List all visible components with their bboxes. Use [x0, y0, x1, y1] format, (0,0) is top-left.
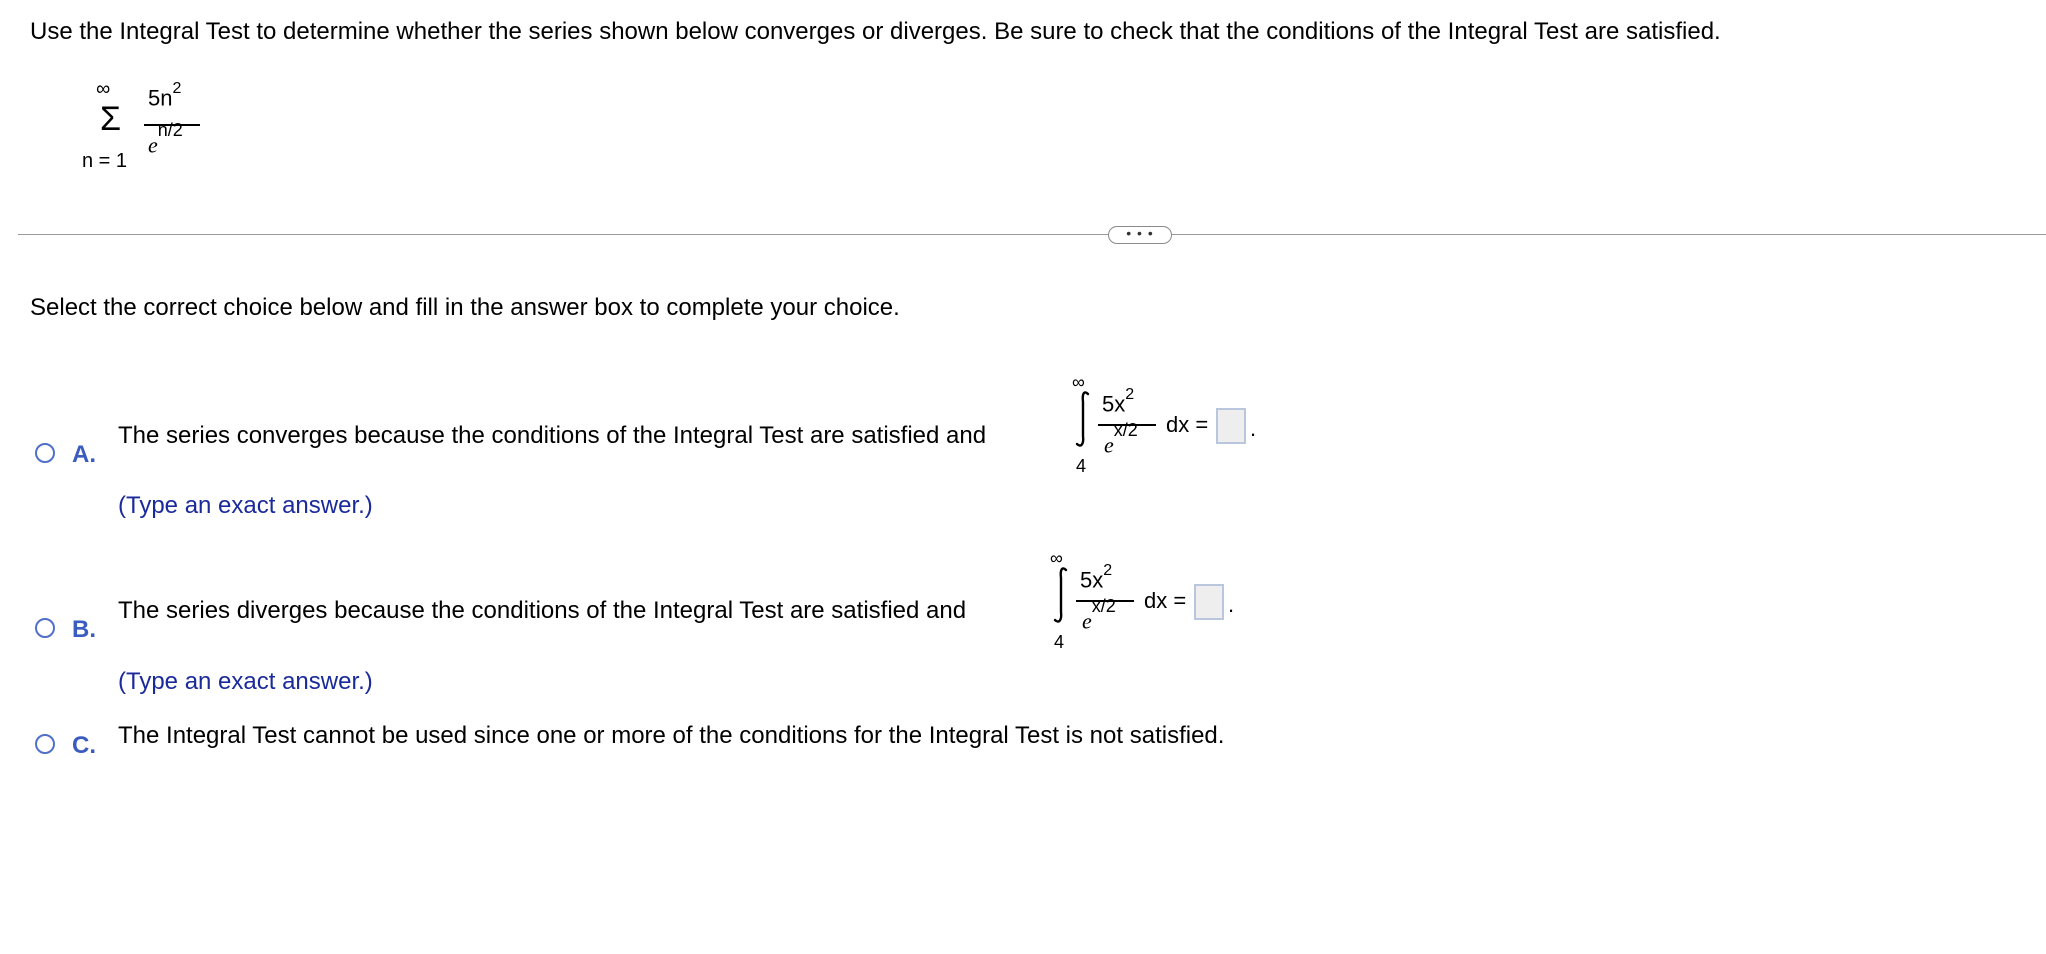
series-expression: [78, 76, 218, 176]
choice-a-text: The series converges because the conditions of the Integral Test are satisfied and: [118, 422, 987, 449]
integral-denominator: [1104, 420, 1138, 458]
section-divider: [18, 234, 2046, 235]
series-upper-limit: ∞: [96, 78, 111, 100]
integral-numerator: [1102, 386, 1135, 417]
integral-upper-limit: ∞: [1050, 548, 1063, 568]
integral-numerator-base: 5x: [1102, 391, 1126, 417]
series-denominator: [148, 120, 183, 158]
integral-sign-icon: [1052, 566, 1070, 624]
integral-period: .: [1228, 592, 1235, 617]
choice-c-letter: C.: [72, 732, 96, 759]
integral-denominator-exponent: x/2: [1113, 420, 1138, 440]
integral-dx-label: dx =: [1166, 412, 1209, 437]
series-numerator-exponent: 2: [172, 80, 182, 97]
integral-sign-icon: [1074, 390, 1092, 448]
series-denominator-base: e: [148, 132, 158, 158]
choice-b-letter: B.: [72, 616, 96, 643]
integral-numerator: [1080, 562, 1113, 593]
instruction-text: Select the correct choice below and fill in the answer box to complete your choice.: [30, 294, 900, 321]
choice-b-answer-box[interactable]: [1194, 584, 1224, 620]
integral-denominator-base: e: [1082, 608, 1092, 634]
choice-a-integral: [1072, 372, 1272, 482]
series-numerator: [148, 80, 182, 111]
choice-a-radio[interactable]: [35, 443, 55, 463]
integral-lower-limit: 4: [1054, 632, 1065, 652]
choice-a-letter: A.: [72, 441, 96, 468]
sigma-symbol: Σ: [100, 100, 122, 138]
series-numerator-base: 5n: [148, 85, 173, 111]
integral-denominator-base: e: [1104, 432, 1114, 458]
integral-numerator-base: 5x: [1080, 567, 1104, 593]
question-text: Use the Integral Test to determine whether the series shown below converges or diverges. Be sure to check that the conditions of the Integral Test are satisfied.: [30, 18, 1721, 45]
series-lower-limit: n = 1: [82, 150, 128, 172]
integral-upper-limit: ∞: [1072, 372, 1085, 392]
choice-b-text: The series diverges because the conditions of the Integral Test are satisfied and: [118, 597, 967, 624]
integral-numerator-exponent: 2: [1125, 386, 1135, 403]
choice-b-integral: [1050, 548, 1250, 658]
choice-a-answer-box[interactable]: [1216, 408, 1246, 444]
choice-c-radio[interactable]: [35, 734, 55, 754]
integral-lower-limit: 4: [1076, 456, 1087, 476]
choice-a-hint: (Type an exact answer.): [118, 492, 373, 519]
integral-denominator: [1082, 596, 1116, 634]
choice-b-hint: (Type an exact answer.): [118, 668, 373, 695]
expand-more-button[interactable]: • • •: [1108, 226, 1172, 244]
integral-numerator-exponent: 2: [1103, 562, 1113, 579]
series-denominator-exponent: n/2: [157, 120, 183, 140]
choice-c-text: The Integral Test cannot be used since one or more of the conditions for the Integral Test is not satisfied.: [118, 722, 1225, 749]
integral-period: .: [1250, 416, 1257, 441]
integral-dx-label: dx =: [1144, 588, 1187, 613]
integral-denominator-exponent: x/2: [1091, 596, 1116, 616]
choice-b-radio[interactable]: [35, 618, 55, 638]
